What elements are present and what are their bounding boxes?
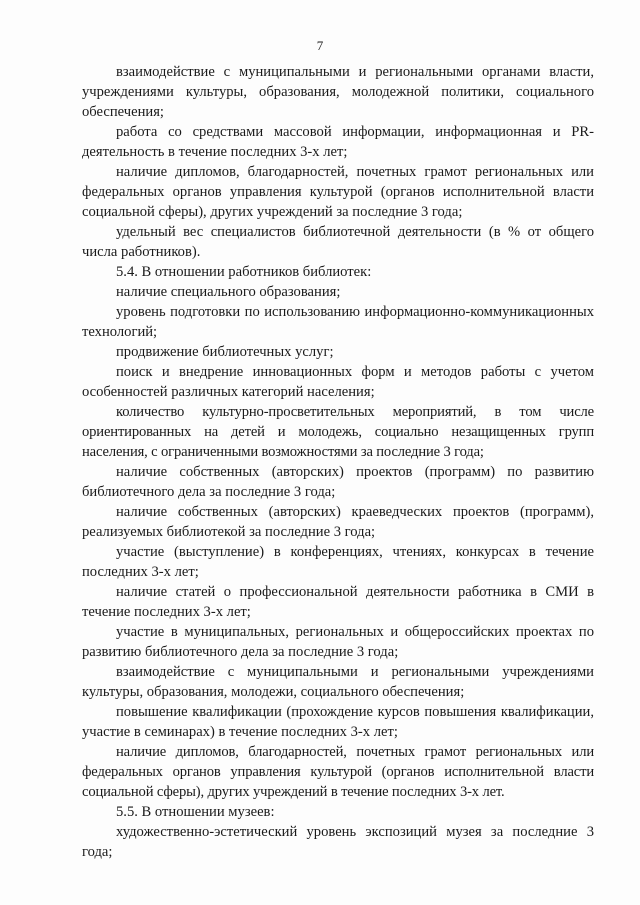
- paragraph: участие (выступление) в конференциях, чтениях, конкурсах в течение последних 3-х лет;: [82, 544, 594, 580]
- paragraph: повышение квалификации (прохождение курсов повышения квалификации, участие в семинарах) в течение последних 3-х лет;: [82, 704, 594, 740]
- paragraph: уровень подготовки по использованию информационно-коммуникационных технологий;: [82, 304, 594, 340]
- paragraph: количество культурно-просветительных мероприятий, в том числе ориентированных на детей и молодежь, социально незащищенных групп населения, с ограниченными возможностями за последние 3 года;: [82, 404, 594, 460]
- paragraph: работа со средствами массовой информации, информационная и PR-деятельность в течение последних 3-х лет;: [82, 124, 594, 160]
- paragraph: удельный вес специалистов библиотечной деятельности (в % от общего числа работников).: [82, 224, 594, 260]
- page-number: 7: [316, 38, 324, 53]
- paragraph: наличие статей о профессиональной деятельности работника в СМИ в течение последних 3-х лет;: [82, 584, 594, 620]
- paragraph: наличие дипломов, благодарностей, почетных грамот региональных или федеральных органов управления культурой (органов исполнительной власти социальной сферы), других учреждений за последние 3 года;: [82, 164, 594, 220]
- paragraph: взаимодействие с муниципальными и региональными учреждениями культуры, образования, молодежи, социального обеспечения;: [82, 664, 594, 700]
- paragraph: взаимодействие с муниципальными и региональными органами власти, учреждениями культуры, образования, молодежной политики, социального обеспечения;: [82, 64, 594, 120]
- paragraph: поиск и внедрение инновационных форм и методов работы с учетом особенностей различных категорий населения;: [82, 364, 594, 400]
- paragraph: наличие специального образования;: [116, 284, 341, 300]
- section-heading: 5.5. В отношении музеев:: [116, 804, 275, 820]
- document-body: [82, 62, 594, 862]
- paragraph: художественно-эстетический уровень экспозиций музея за последние 3 года;: [82, 824, 594, 860]
- paragraph: продвижение библиотечных услуг;: [116, 344, 334, 360]
- paragraph: наличие собственных (авторских) проектов (программ) по развитию библиотечного дела за последние 3 года;: [82, 464, 594, 500]
- paragraph: наличие дипломов, благодарностей, почетных грамот региональных или федеральных органов управления культурой (органов исполнительной власти социальной сферы), других учреждений в течение последних 3-х лет.: [82, 744, 594, 800]
- paragraph: наличие собственных (авторских) краеведческих проектов (программ), реализуемых библиотекой за последние 3 года;: [82, 504, 594, 540]
- paragraph: участие в муниципальных, региональных и общероссийских проектах по развитию библиотечного дела за последние 3 года;: [82, 624, 594, 660]
- section-heading: 5.4. В отношении работников библиотек:: [116, 264, 372, 280]
